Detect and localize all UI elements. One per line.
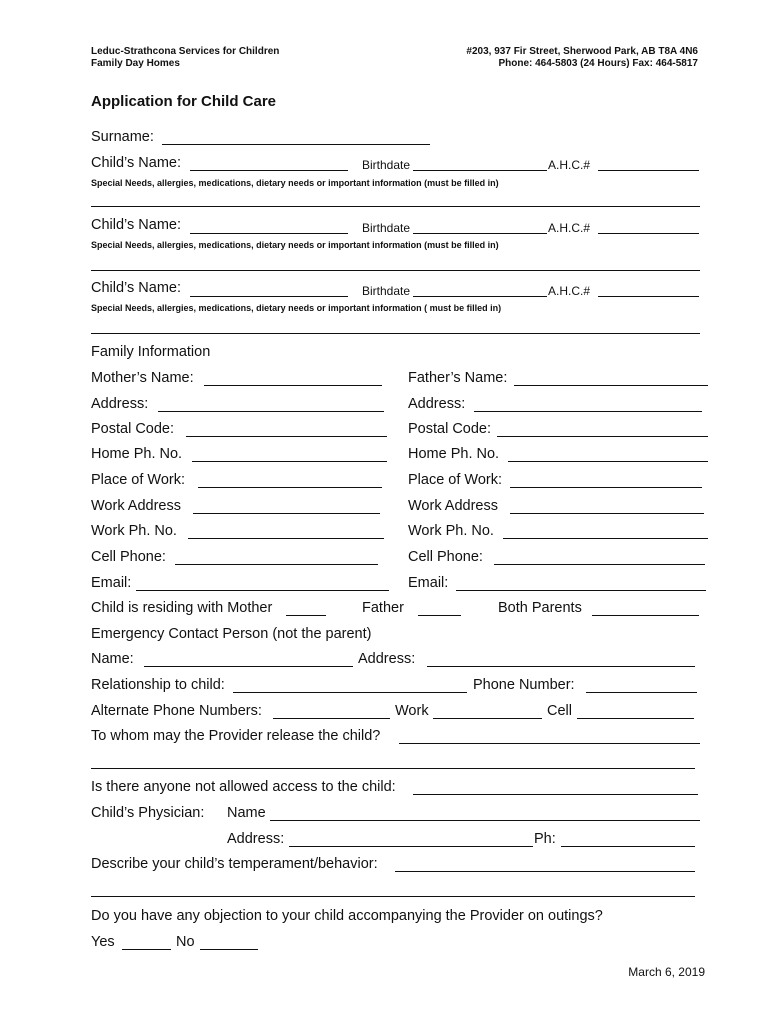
father-place-work-field[interactable] xyxy=(510,487,702,488)
residing-both-field[interactable] xyxy=(592,615,699,616)
emergency-phone-field[interactable] xyxy=(586,692,697,693)
mother-cell-label: Cell Phone: xyxy=(91,549,166,565)
father-work-address-label: Work Address xyxy=(408,498,498,514)
alt-cell-field[interactable] xyxy=(577,718,694,719)
child3-name-label: Child’s Name: xyxy=(91,280,181,296)
org-phone: Phone: 464-5803 (24 Hours) Fax: 464-5817 xyxy=(498,58,698,69)
mother-work-address-label: Work Address xyxy=(91,498,181,514)
physician-name-field[interactable] xyxy=(270,820,700,821)
child3-special-needs-field[interactable] xyxy=(91,333,700,334)
no-field[interactable] xyxy=(200,949,258,950)
residing-father-field[interactable] xyxy=(418,615,461,616)
physician-ph-field[interactable] xyxy=(561,846,695,847)
child1-special-needs-field[interactable] xyxy=(91,206,700,207)
child2-name-field[interactable] xyxy=(190,233,348,234)
father-address-field[interactable] xyxy=(474,411,702,412)
temperament-field-continued[interactable] xyxy=(91,896,695,897)
release-field[interactable] xyxy=(399,743,700,744)
child1-birthdate-label: Birthdate xyxy=(362,158,411,172)
physician-name-label: Name xyxy=(227,805,266,821)
mother-place-work-label: Place of Work: xyxy=(91,472,186,488)
yes-label: Yes xyxy=(91,934,115,950)
alt-phone-field[interactable] xyxy=(273,718,390,719)
form-title: Application for Child Care xyxy=(91,93,277,110)
yes-field[interactable] xyxy=(122,949,171,950)
child2-ahc-field[interactable] xyxy=(598,233,699,234)
physician-label: Child’s Physician: xyxy=(91,805,205,821)
father-place-work-label: Place of Work: xyxy=(408,472,503,488)
child2-ahc-label: A.H.C.# xyxy=(548,221,591,235)
father-name-label: Father’s Name: xyxy=(408,370,508,386)
mother-name-field[interactable] xyxy=(204,385,382,386)
father-email-field[interactable] xyxy=(456,590,706,591)
child1-special-needs-label: Special Needs, allergies, medications, dietary needs or important information (must be filled in) xyxy=(91,178,499,188)
org-address: #203, 937 Fir Street, Sherwood Park, AB T8A 4N6 xyxy=(466,46,698,57)
org-subtitle: Family Day Homes xyxy=(91,58,180,69)
temperament-field[interactable] xyxy=(395,871,695,872)
no-label: No xyxy=(176,934,195,950)
mother-work-address-field[interactable] xyxy=(193,513,380,514)
emergency-phone-label: Phone Number: xyxy=(473,677,575,693)
child2-birthdate-field[interactable] xyxy=(413,233,547,234)
father-postal-field[interactable] xyxy=(497,436,708,437)
father-work-address-field[interactable] xyxy=(510,513,704,514)
alt-cell-label: Cell xyxy=(547,703,572,719)
release-field-continued[interactable] xyxy=(91,768,695,769)
outings-label: Do you have any objection to your child accompanying the Provider on outings? xyxy=(91,908,603,924)
physician-address-field[interactable] xyxy=(289,846,533,847)
mother-place-work-field[interactable] xyxy=(198,487,382,488)
surname-field[interactable] xyxy=(162,144,430,145)
physician-ph-label: Ph: xyxy=(534,831,556,847)
emergency-address-field[interactable] xyxy=(427,666,695,667)
residing-both-label: Both Parents xyxy=(498,600,582,616)
father-home-ph-field[interactable] xyxy=(508,461,708,462)
father-email-label: Email: xyxy=(408,575,449,591)
father-name-field[interactable] xyxy=(514,385,708,386)
emergency-address-label: Address: xyxy=(358,651,416,667)
father-cell-label: Cell Phone: xyxy=(408,549,483,565)
mother-email-label: Email: xyxy=(91,575,132,591)
child1-name-field[interactable] xyxy=(190,170,348,171)
mother-work-ph-label: Work Ph. No. xyxy=(91,523,177,539)
father-work-ph-label: Work Ph. No. xyxy=(408,523,494,539)
child2-special-needs-label: Special Needs, allergies, medications, dietary needs or important information (must be filled in) xyxy=(91,240,499,250)
emergency-name-label: Name: xyxy=(91,651,134,667)
mother-cell-field[interactable] xyxy=(175,564,378,565)
emergency-heading: Emergency Contact Person (not the parent) xyxy=(91,626,372,642)
mother-postal-field[interactable] xyxy=(186,436,387,437)
child2-name-label: Child’s Name: xyxy=(91,217,181,233)
child3-birthdate-label: Birthdate xyxy=(362,284,411,298)
father-address-label: Address: xyxy=(408,396,466,412)
father-work-ph-field[interactable] xyxy=(503,538,708,539)
form-date: March 6, 2019 xyxy=(628,965,705,979)
child3-name-field[interactable] xyxy=(190,296,348,297)
mother-address-label: Address: xyxy=(91,396,149,412)
child3-ahc-label: A.H.C.# xyxy=(548,284,591,298)
not-allowed-field[interactable] xyxy=(413,794,698,795)
mother-email-field[interactable] xyxy=(136,590,389,591)
mother-address-field[interactable] xyxy=(158,411,384,412)
mother-home-ph-field[interactable] xyxy=(192,461,387,462)
alt-work-field[interactable] xyxy=(433,718,542,719)
child1-ahc-label: A.H.C.# xyxy=(548,158,591,172)
child3-special-needs-label: Special Needs, allergies, medications, dietary needs or important information ( must be filled in) xyxy=(91,303,502,313)
physician-address-label: Address: xyxy=(227,831,285,847)
residing-label: Child is residing with Mother xyxy=(91,600,273,616)
alt-work-label: Work xyxy=(395,703,429,719)
child3-birthdate-field[interactable] xyxy=(413,296,547,297)
child1-name-label: Child’s Name: xyxy=(91,155,181,171)
org-name: Leduc-Strathcona Services for Children xyxy=(91,46,280,57)
father-home-ph-label: Home Ph. No. xyxy=(408,446,500,462)
relationship-field[interactable] xyxy=(233,692,467,693)
surname-label: Surname: xyxy=(91,129,154,145)
mother-postal-label: Postal Code: xyxy=(91,421,175,437)
temperament-label: Describe your child’s temperament/behavior: xyxy=(91,856,378,872)
child2-birthdate-label: Birthdate xyxy=(362,221,411,235)
residing-mother-field[interactable] xyxy=(286,615,326,616)
mother-name-label: Mother’s Name: xyxy=(91,370,194,386)
child3-ahc-field[interactable] xyxy=(598,296,699,297)
release-label: To whom may the Provider release the child? xyxy=(91,728,381,744)
mother-work-ph-field[interactable] xyxy=(188,538,384,539)
father-cell-field[interactable] xyxy=(494,564,705,565)
mother-home-ph-label: Home Ph. No. xyxy=(91,446,183,462)
alt-phone-label: Alternate Phone Numbers: xyxy=(91,703,262,719)
relationship-label: Relationship to child: xyxy=(91,677,225,693)
family-info-heading: Family Information xyxy=(91,344,211,360)
not-allowed-label: Is there anyone not allowed access to the child: xyxy=(91,779,396,795)
child1-ahc-field[interactable] xyxy=(598,170,699,171)
residing-father-label: Father xyxy=(362,600,404,616)
father-postal-label: Postal Code: xyxy=(408,421,492,437)
child1-birthdate-field[interactable] xyxy=(413,170,547,171)
child2-special-needs-field[interactable] xyxy=(91,270,700,271)
emergency-name-field[interactable] xyxy=(144,666,353,667)
